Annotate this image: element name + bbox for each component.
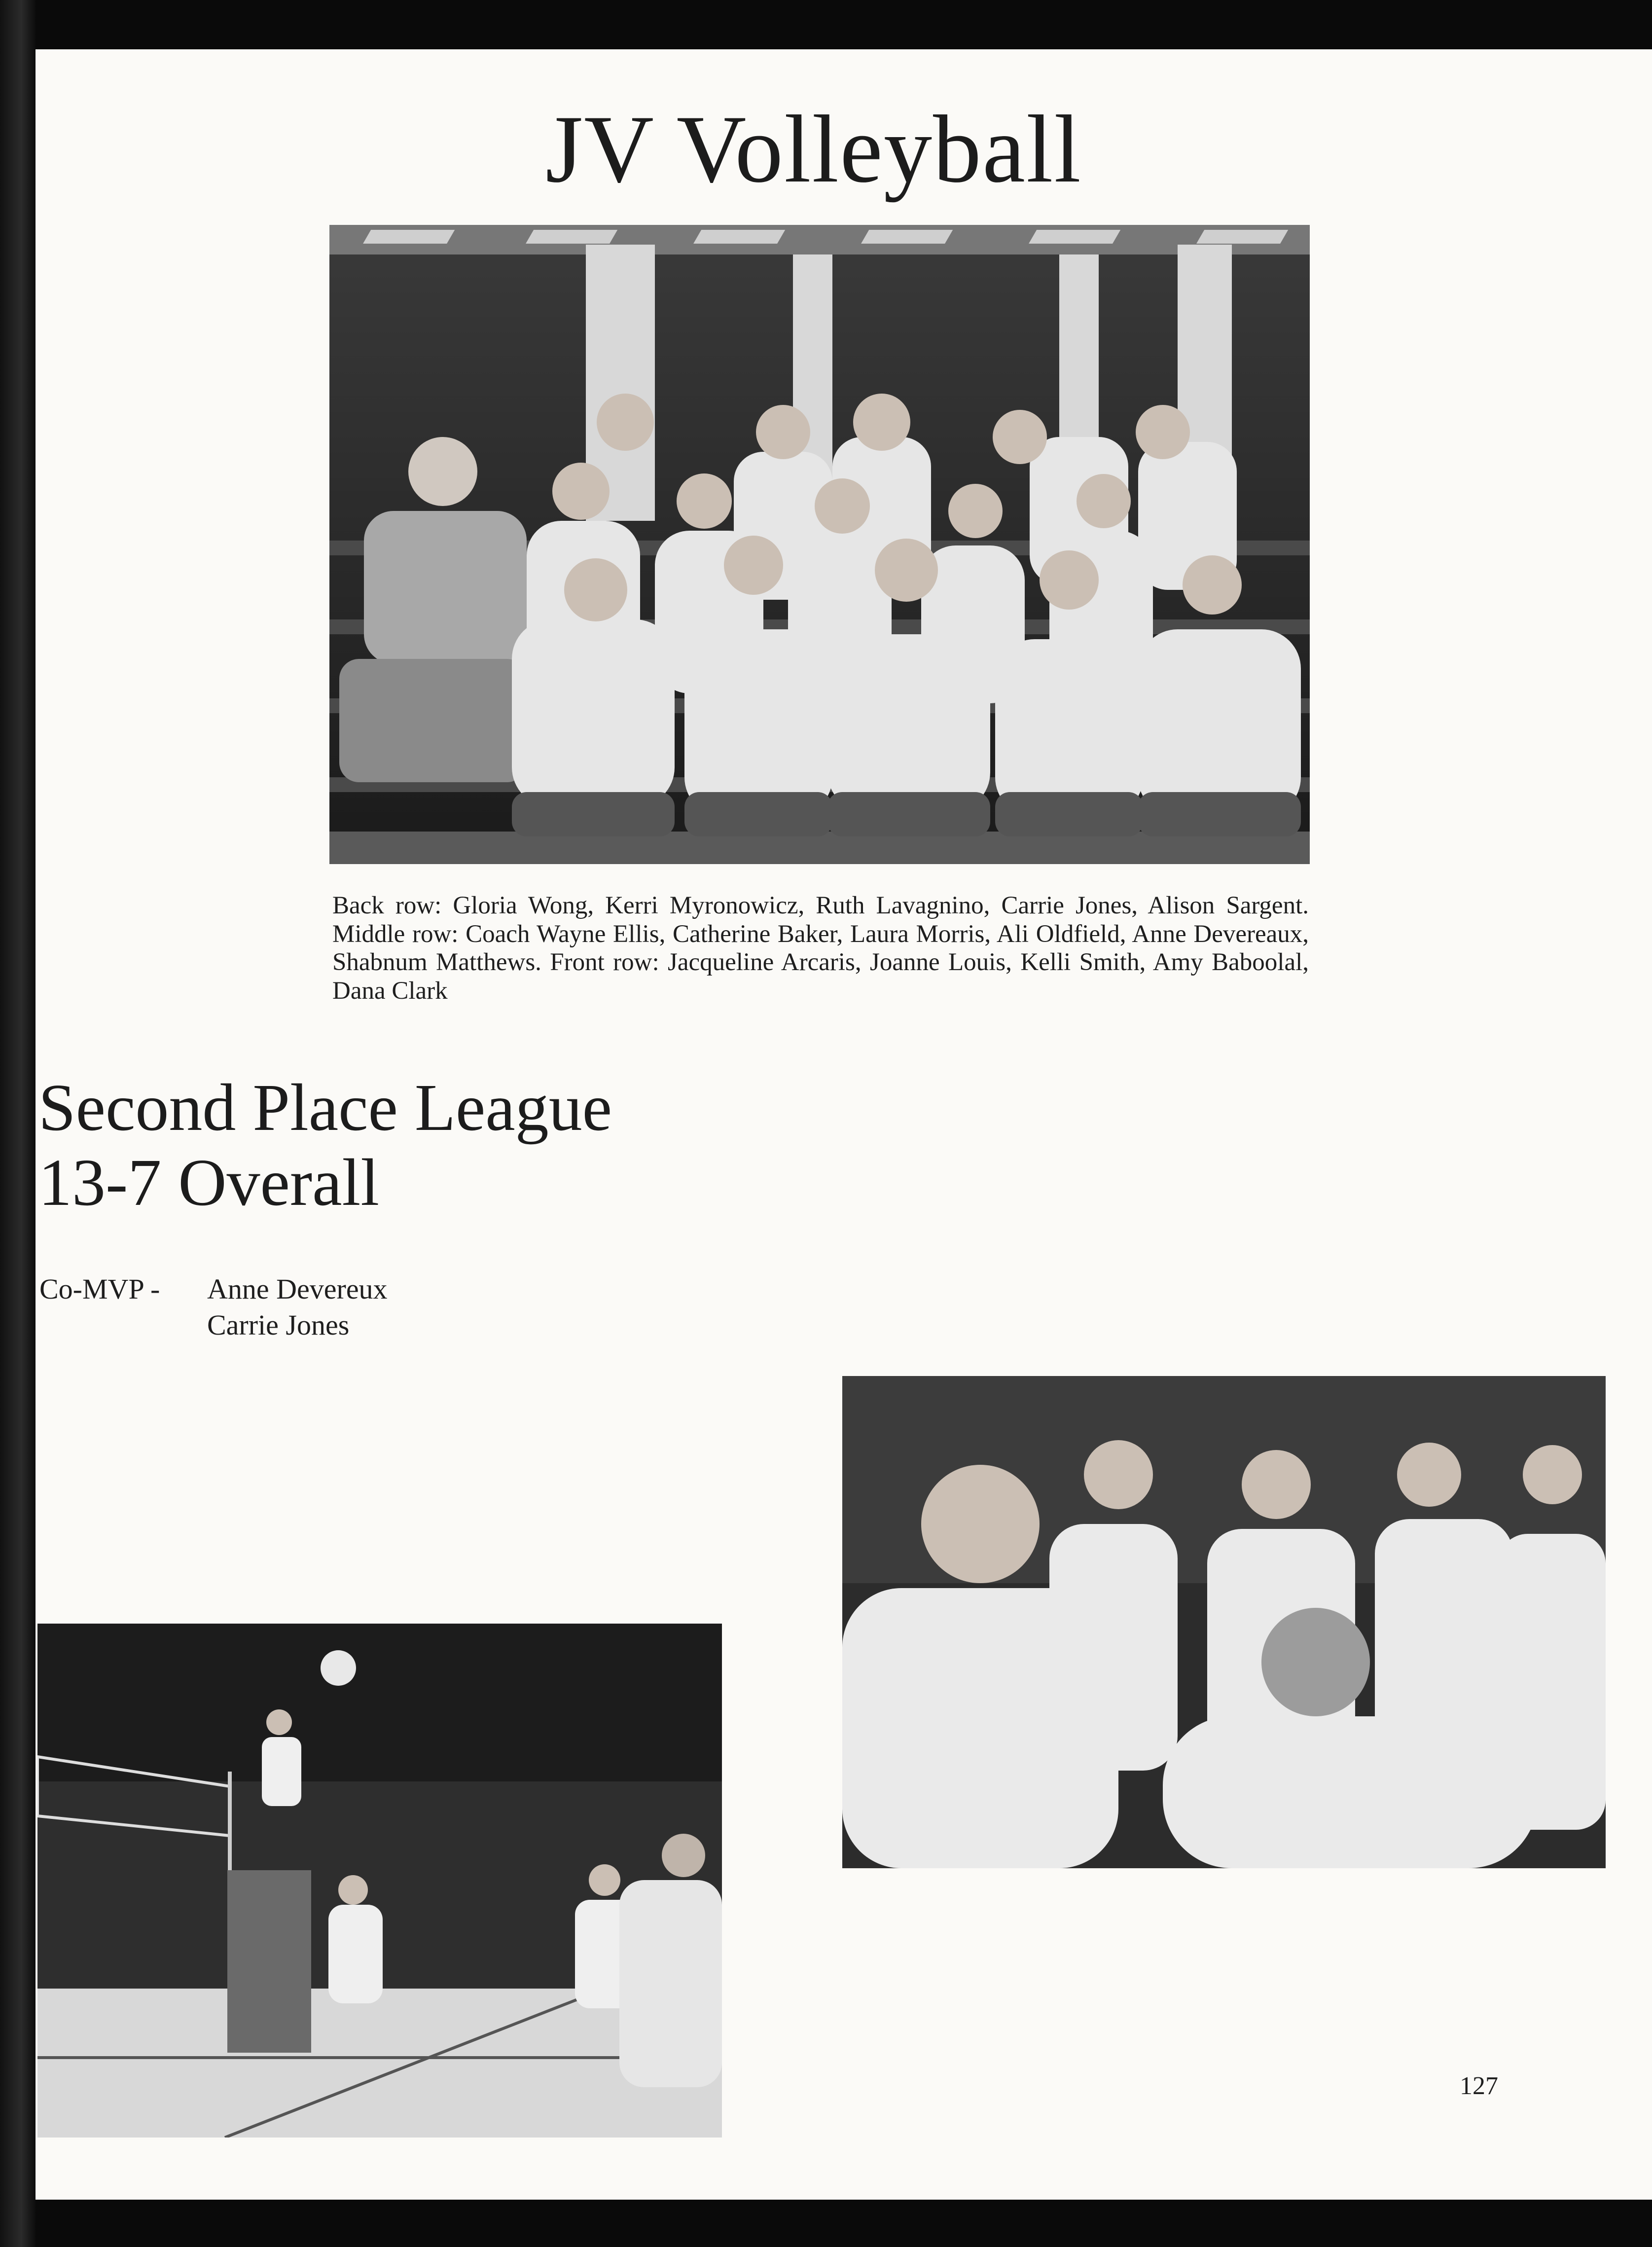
huddle-photo xyxy=(842,1376,1606,1868)
team-photo xyxy=(329,225,1310,864)
book-binding xyxy=(0,0,36,2247)
league-standing: Second Place League xyxy=(38,1071,612,1145)
overall-record: 13-7 Overall xyxy=(38,1146,380,1220)
action-photo xyxy=(37,1624,722,2138)
team-photo-caption: Back row: Gloria Wong, Kerri Myronowicz, Ruth Lavagnino, Carrie Jones, Alison Sargent. Middle row: Coach Wayne Ellis, Catherine Baker, Laura Morris, Ali Oldfield, Anne Devereaux, Shabnum Matthews. Front row: Jacqueline Arcaris, Joanne Louis, Kelli Smith, Amy Baboolal, Dana Clark xyxy=(332,892,1309,1005)
mvp-name: Carrie Jones xyxy=(207,1308,350,1341)
page-number: 127 xyxy=(1460,2072,1498,2100)
team-photo-image xyxy=(329,225,1310,864)
page-title: JV Volleyball xyxy=(545,96,1082,203)
season-record xyxy=(38,1070,778,1221)
mvp-label: Co-MVP - xyxy=(39,1273,160,1305)
action-photo-image xyxy=(37,1624,722,2138)
mvp-name: Anne Devereux xyxy=(207,1273,388,1305)
mvp-award xyxy=(39,1271,388,1343)
huddle-photo-image xyxy=(842,1376,1606,1868)
